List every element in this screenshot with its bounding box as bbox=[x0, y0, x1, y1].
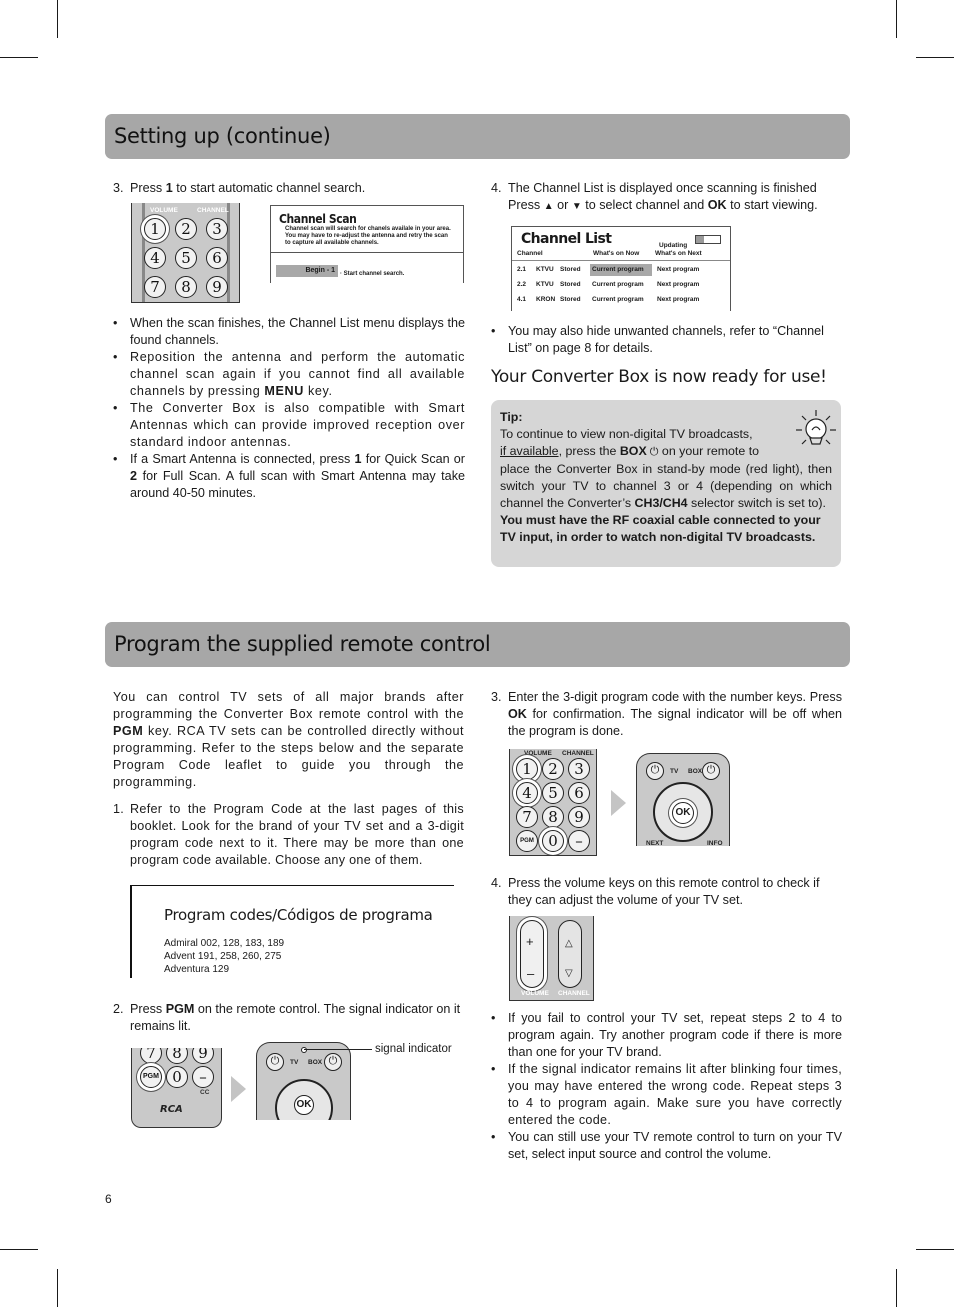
section-banner-program-remote bbox=[105, 622, 850, 667]
step-3-start-scan: 3. Press 1 to start automatic channel search. bbox=[113, 181, 366, 195]
remote-ok-image bbox=[636, 753, 730, 846]
key-4[interactable]: 4 bbox=[144, 247, 166, 269]
cc-label: CC bbox=[200, 1089, 210, 1096]
callout-line bbox=[304, 1049, 372, 1050]
key-1[interactable]: 1 bbox=[516, 758, 538, 780]
program-step-3: 3. Enter the 3-digit program code with the number keys. Press OK for confirmation. The signal indicator will be off when the program is done. bbox=[491, 690, 842, 738]
program-codes-list: Admiral 002, 128, 183, 189 Advent 191, 258, 260, 275 Adventura 129 bbox=[164, 938, 285, 975]
ok-button[interactable]: OK bbox=[294, 1095, 314, 1115]
crop-mark bbox=[57, 1269, 58, 1307]
channel-label: CHANNEL bbox=[558, 990, 590, 997]
key-7[interactable]: 7 bbox=[144, 276, 166, 298]
list-item: • When the scan finishes, the Channel List menu displays the found channels. bbox=[113, 315, 465, 349]
key-6[interactable]: 6 bbox=[206, 247, 228, 269]
key-8: 8 bbox=[166, 1048, 188, 1064]
list-item: • You may also hide unwanted channels, refer to “Channel List” on page 8 for details. bbox=[491, 323, 842, 357]
volume-label: VOLUME bbox=[524, 750, 552, 757]
channel-up-icon: △ bbox=[565, 938, 573, 949]
remote-signal-image bbox=[256, 1042, 351, 1120]
crop-mark bbox=[0, 1249, 38, 1250]
key-5[interactable]: 5 bbox=[175, 247, 197, 269]
step-4-channel-list: 4. The Channel List is displayed once scanning is finished Press ▲ or ▼ to select channel and OK to start viewing. bbox=[491, 181, 818, 212]
table-row[interactable]: 4.1 KRON Stored Current program Next program bbox=[517, 296, 700, 303]
volume-rocker[interactable] bbox=[520, 920, 544, 988]
box-power-icon[interactable]: ⏻ bbox=[702, 762, 720, 780]
tv-power-icon[interactable]: ⏻ bbox=[266, 1053, 284, 1071]
minus-key[interactable]: – bbox=[568, 830, 590, 852]
next-label: NEXT bbox=[646, 840, 664, 846]
begin-scan-button[interactable]: Begin - 1 bbox=[276, 265, 338, 277]
list-item: • You can still use your TV remote control to turn on your TV set, select input source and control the volume. bbox=[491, 1129, 842, 1163]
updating-progress-fill bbox=[696, 236, 704, 243]
list-item: • If you fail to control your TV set, repeat steps 2 to 4 to program again. Try another program code if there is more than one for your TV brand. bbox=[491, 1010, 842, 1061]
channel-label: CHANNEL bbox=[197, 207, 229, 214]
table-row[interactable]: 2.1 KTVU Stored Current program Next program bbox=[512, 264, 730, 276]
signal-indicator-icon bbox=[301, 1047, 307, 1053]
section-title: Setting up (continue) bbox=[114, 124, 331, 148]
remote-number-keys-image bbox=[509, 749, 597, 856]
arrow-right-icon bbox=[231, 1076, 246, 1102]
tv-power-icon[interactable]: ⏻ bbox=[646, 762, 664, 780]
page-number: 6 bbox=[105, 1192, 112, 1206]
volume-down-icon: – bbox=[527, 966, 535, 981]
channel-scan-text: Channel scan will search for chanels availale in your area. You may have to re-adjust the antenna and retry the scan to capture all available channels. bbox=[285, 226, 451, 246]
program-bullets bbox=[491, 1010, 842, 1163]
lightbulb-tip-icon bbox=[794, 408, 838, 452]
signal-indicator-label: signal indicator bbox=[375, 1043, 452, 1055]
volume-up-icon: + bbox=[526, 934, 534, 949]
divider bbox=[270, 252, 464, 253]
program-codes-title: Program codes/Códigos de programa bbox=[164, 906, 433, 924]
tip-text: To continue to view non-digital TV broadcasts, bbox=[500, 427, 753, 441]
program-codes-panel bbox=[130, 885, 454, 978]
crop-mark bbox=[0, 57, 38, 58]
box-label: BOX bbox=[308, 1059, 323, 1066]
section-banner-setup bbox=[105, 114, 850, 159]
key-8[interactable]: 8 bbox=[175, 276, 197, 298]
crop-mark bbox=[916, 1249, 954, 1250]
volume-label: VOLUME bbox=[521, 990, 549, 997]
setup-bullets bbox=[113, 315, 465, 502]
begin-scan-hint: · Start channel search. bbox=[340, 271, 405, 277]
pgm-key[interactable]: PGM bbox=[140, 1066, 162, 1088]
divider bbox=[512, 260, 730, 261]
list-item: • If the signal indicator remains lit after blinking four times, you may have entered the wrong code. Repeat steps 3 to 4 to program again. Make sure you have correctly entered the code. bbox=[491, 1061, 842, 1129]
updating-label: Updating bbox=[659, 242, 688, 249]
tip-link-text: if available bbox=[500, 444, 559, 458]
remote-pgm-image bbox=[131, 1048, 222, 1128]
tip-label: Tip: bbox=[500, 410, 523, 424]
info-label: INFO bbox=[707, 840, 723, 846]
power-icon: ⏻ bbox=[646, 446, 659, 458]
arrow-right-icon bbox=[611, 790, 626, 816]
volume-label: VOLUME bbox=[150, 207, 178, 214]
table-row[interactable]: 2.2 KTVU Stored Current program Next program bbox=[517, 281, 700, 288]
updating-progress-bar bbox=[695, 235, 721, 244]
program-step-4: 4. Press the volume keys on this remote control to check if they can adjust the volume of your TV set. bbox=[491, 876, 820, 907]
crop-mark bbox=[896, 1269, 897, 1307]
key-9[interactable]: 9 bbox=[568, 806, 590, 828]
tip-box: Tip: To continue to view non-digital TV broadcasts, if available, press the BOX ⏻ on your remote to place the Converter Box in stand-by mode (red light), then switch your TV to channel 3 or 4 (depending on which channel the Converter’s CH3/CH4 selector switch is set to). You must have the RF coaxial cable connected to your TV input, in order to watch non-digital TV broadcasts. bbox=[491, 400, 841, 567]
tv-label: TV bbox=[290, 1059, 299, 1066]
pgm-key[interactable]: PGM bbox=[516, 830, 538, 852]
key-1[interactable]: 1 bbox=[144, 218, 166, 240]
box-label: BOX bbox=[688, 768, 703, 775]
channel-scan-screen bbox=[270, 205, 464, 283]
key-3[interactable]: 3 bbox=[206, 218, 228, 240]
minus-key[interactable]: – bbox=[192, 1066, 214, 1088]
key-3[interactable]: 3 bbox=[568, 758, 590, 780]
crop-mark bbox=[916, 57, 954, 58]
ready-heading: Your Converter Box is now ready for use! bbox=[491, 367, 827, 387]
program-step-1: 1. Refer to the Program Code at the last pages of this booklet. Look for the brand of your TV set and a 3-digit program code next to it. There may be more than one program code available. Choose any one of them. bbox=[113, 802, 464, 867]
key-2[interactable]: 2 bbox=[175, 218, 197, 240]
program-step-2: 2. Press PGM on the remote control. The signal indicator on it remains lit. bbox=[113, 1002, 461, 1033]
crop-mark bbox=[57, 0, 58, 38]
tip-warning: You must have the RF coaxial cable connected to your TV input, in order to watch non-digital TV broadcasts. bbox=[500, 513, 821, 544]
remote-volume-image bbox=[509, 916, 594, 1001]
section-title: Program the supplied remote control bbox=[114, 632, 491, 656]
key-5[interactable]: 5 bbox=[542, 782, 564, 804]
channel-list-screen: Channel List Updating Channel What's on Now What's on Next 2.1 KTVU Stored Current program Next program 2.2 KTVU Stored Current program Next program 4.1 KRON Stored Current program Next program bbox=[511, 226, 731, 311]
list-item: • If a Smart Antenna is connected, press 1 for Quick Scan or 2 for Full Scan. A full scan with Smart Antenna may take around 40-50 minutes. bbox=[113, 451, 465, 502]
key-0[interactable]: 0 bbox=[166, 1066, 188, 1088]
channel-rocker[interactable] bbox=[558, 920, 582, 988]
channel-scan-title: Channel Scan bbox=[279, 212, 357, 226]
remote-keypad-image bbox=[131, 203, 240, 303]
channel-down-icon: ▽ bbox=[565, 968, 573, 979]
list-item: • Reposition the antenna and perform the automatic channel scan again if you cannot find all available channels by pressing MENU key. bbox=[113, 349, 465, 400]
rca-logo: RCA bbox=[160, 1104, 183, 1115]
hide-channels-note bbox=[491, 323, 842, 357]
channel-label: CHANNEL bbox=[562, 750, 594, 757]
key-6[interactable]: 6 bbox=[568, 782, 590, 804]
key-2[interactable]: 2 bbox=[542, 758, 564, 780]
key-9[interactable]: 9 bbox=[206, 276, 228, 298]
ok-button[interactable]: OK bbox=[672, 802, 694, 824]
channel-list-title: Channel List bbox=[521, 231, 612, 247]
key-0[interactable]: 0 bbox=[542, 830, 564, 852]
key-4[interactable]: 4 bbox=[516, 782, 538, 804]
box-power-icon[interactable]: ⏻ bbox=[324, 1053, 342, 1071]
list-item: • The Converter Box is also compatible with Smart Antennas which can provide improved reception over standard indoor antennas. bbox=[113, 400, 465, 451]
tv-label: TV bbox=[670, 768, 679, 775]
crop-mark bbox=[896, 0, 897, 38]
key-7: 7 bbox=[140, 1048, 162, 1064]
key-8[interactable]: 8 bbox=[542, 806, 564, 828]
program-intro: You can control TV sets of all major brands after programming the Converter Box remote control with the PGM key. RCA TV sets can be controlled directly without programming. Refer to the steps below and the separate Program Code leaflet to guide you through the programming. bbox=[113, 690, 464, 789]
key-7[interactable]: 7 bbox=[516, 806, 538, 828]
key-9: 9 bbox=[192, 1048, 214, 1064]
